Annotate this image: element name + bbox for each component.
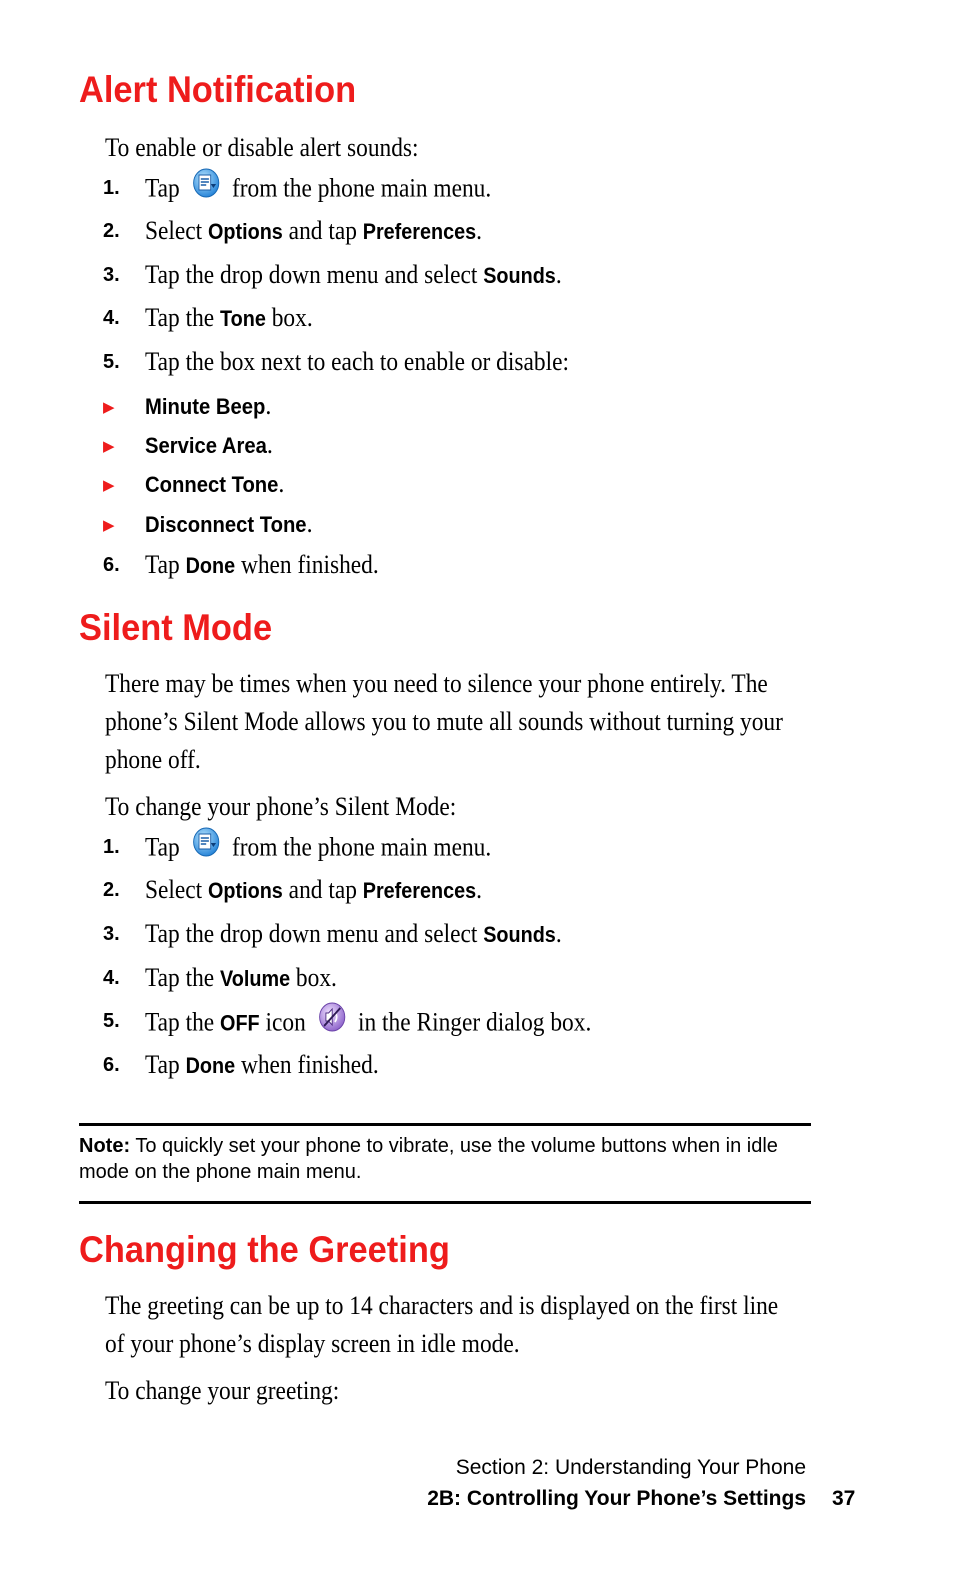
- step-number: 5.: [103, 1010, 120, 1032]
- step-text: Tap the: [145, 963, 215, 992]
- step-number: 4.: [103, 967, 120, 989]
- step-text: Tap the: [145, 1007, 215, 1037]
- step-text: icon: [265, 1007, 306, 1037]
- note-bottom-rule: [79, 1201, 811, 1204]
- step-text: and tap: [288, 875, 357, 904]
- step-text: Tap the box next to each to enable or disable:: [145, 347, 569, 376]
- step-text: when finished.: [240, 550, 379, 579]
- step-text: box.: [295, 963, 337, 992]
- triangle-right-icon: ▶: [103, 400, 115, 416]
- step-text: Tap the drop down menu and select: [145, 919, 478, 948]
- step-text: Tap: [145, 832, 180, 862]
- step-punct: .: [555, 260, 562, 289]
- step-text: Select: [145, 875, 203, 904]
- note-label: Note:: [79, 1135, 131, 1157]
- sounds-label: Sounds: [483, 922, 556, 947]
- step-number: 3.: [103, 923, 120, 945]
- alert-intro: To enable or disable alert sounds:: [105, 133, 419, 162]
- bullet-punct: .: [278, 469, 285, 498]
- preferences-label: Preferences: [362, 219, 477, 244]
- note-box: [79, 1133, 819, 1185]
- step-text: box.: [271, 303, 313, 332]
- step-number: 2.: [103, 879, 120, 901]
- bullet-label: Disconnect Tone: [145, 512, 307, 537]
- step-text: from the phone main menu.: [231, 173, 492, 203]
- step-text: Select: [145, 216, 203, 245]
- heading-changing-the-greeting: Changing the Greeting: [79, 1229, 450, 1270]
- silent-para-line-2: phone’s Silent Mode allows you to mute all sounds without turning your: [105, 707, 783, 736]
- bullet-punct: .: [265, 391, 272, 420]
- done-label: Done: [185, 553, 236, 578]
- step-punct: .: [476, 216, 482, 245]
- triangle-right-icon: ▶: [103, 478, 115, 494]
- step-number: 5.: [103, 351, 120, 373]
- bullet-punct: .: [306, 509, 313, 538]
- footer-chapter: 2B: Controlling Your Phone’s Settings: [427, 1487, 806, 1510]
- menu-icon: [191, 827, 222, 866]
- step-text: Tap the drop down menu and select: [145, 260, 478, 289]
- step-text: Tap: [145, 173, 180, 203]
- note-top-rule: [79, 1123, 811, 1126]
- menu-icon: [191, 168, 222, 207]
- tone-label: Tone: [220, 306, 266, 331]
- greeting-para-line-1: The greeting can be up to 14 characters and is displayed on the first line: [105, 1291, 779, 1320]
- step-text: and tap: [288, 216, 357, 245]
- silent-para-line-3: phone off.: [105, 745, 201, 774]
- ringer-off-icon: [317, 1001, 348, 1042]
- step-number: 4.: [103, 307, 120, 329]
- step-number: 1.: [103, 836, 120, 858]
- step-number: 6.: [103, 554, 120, 576]
- step-text: Tap: [145, 1050, 180, 1079]
- options-label: Options: [208, 878, 283, 903]
- silent-para-line-1: There may be times when you need to silence your phone entirely. The: [105, 669, 768, 698]
- volume-label: Volume: [220, 966, 291, 991]
- greeting-intro: To change your greeting:: [105, 1376, 340, 1405]
- bullet-punct: .: [266, 430, 273, 459]
- page-number: 37: [832, 1487, 856, 1510]
- step-text: in the Ringer dialog box.: [357, 1007, 592, 1037]
- preferences-label: Preferences: [362, 878, 477, 903]
- step-text: when finished.: [240, 1050, 379, 1079]
- sounds-label: Sounds: [483, 263, 556, 288]
- step-punct: .: [555, 919, 562, 948]
- triangle-right-icon: ▶: [103, 439, 115, 455]
- step-number: 3.: [103, 264, 120, 286]
- step-text: Tap: [145, 550, 180, 579]
- step-number: 2.: [103, 220, 120, 242]
- off-label: OFF: [220, 1010, 260, 1036]
- done-label: Done: [185, 1053, 236, 1078]
- triangle-right-icon: ▶: [103, 518, 115, 534]
- bullet-label: Minute Beep: [145, 394, 266, 419]
- bullet-label: Service Area: [145, 433, 267, 458]
- step-text: from the phone main menu.: [231, 832, 492, 862]
- footer-section: Section 2: Understanding Your Phone: [455, 1456, 806, 1479]
- heading-silent-mode: Silent Mode: [79, 607, 273, 648]
- silent-intro: To change your phone’s Silent Mode:: [105, 792, 457, 821]
- note-text: To quickly set your phone to vibrate, use the volume buttons when in idle mode on the phone main menu.: [79, 1135, 778, 1183]
- heading-alert-notification: Alert Notification: [79, 69, 357, 110]
- greeting-para-line-2: of your phone’s display screen in idle mode.: [105, 1329, 520, 1358]
- step-number: 1.: [103, 177, 120, 199]
- step-text: Tap the: [145, 303, 215, 332]
- step-number: 6.: [103, 1054, 120, 1076]
- step-punct: .: [476, 875, 482, 904]
- options-label: Options: [208, 219, 283, 244]
- bullet-label: Connect Tone: [145, 472, 279, 497]
